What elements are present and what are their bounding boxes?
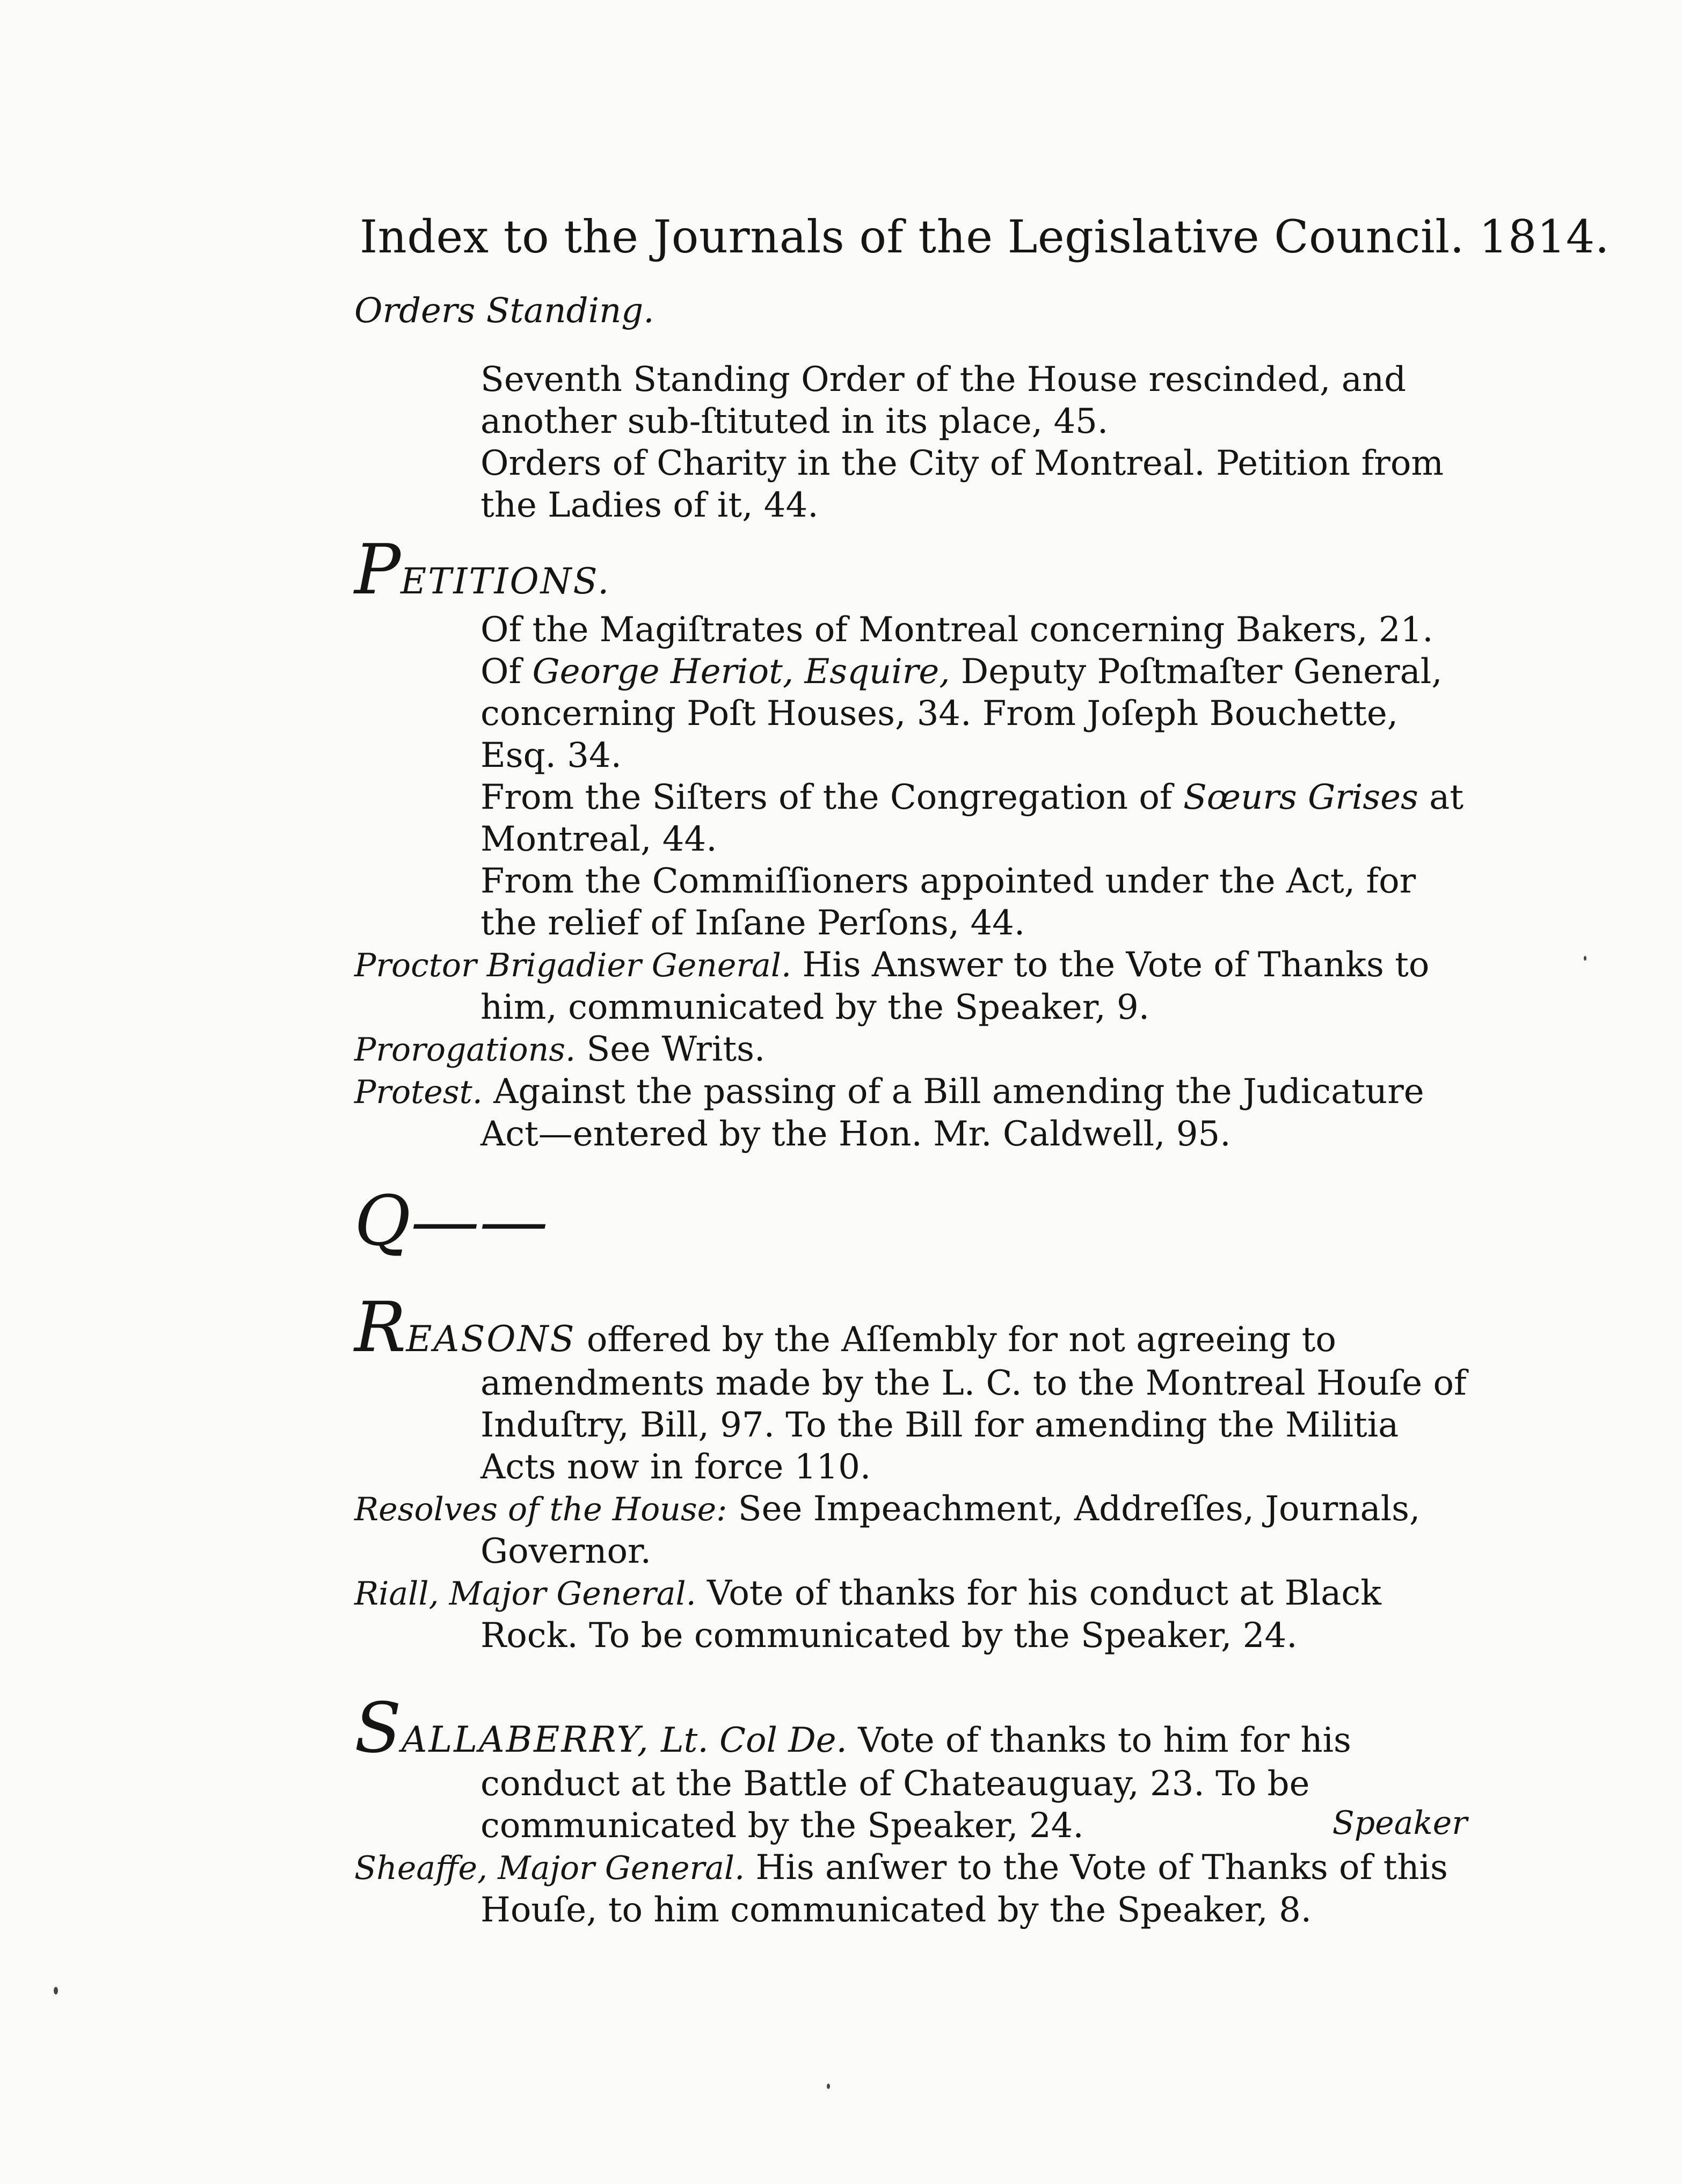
section-head-petitions-rest: ETITIONS. bbox=[401, 561, 611, 602]
entry-petition-sisters bbox=[354, 777, 1482, 860]
entry-text: offered by the Aſſembly for not agreeing to amendments made by the L. C. to the Montreal Houſe of Induſtry, Bill, 97. To the Bill for amending the Militia Acts now in force 110. bbox=[480, 1320, 1467, 1487]
paper-speck bbox=[1584, 956, 1586, 961]
entry-text: Vote of thanks to him for his conduct at the Battle of Chateauguay, 23. To be communicated by the Speaker, 24. bbox=[480, 1721, 1351, 1846]
drop-letter-s: S bbox=[354, 1688, 402, 1768]
entry-title: Lt. Col De. bbox=[650, 1721, 847, 1760]
entry-name: Sœurs Grises bbox=[1183, 778, 1418, 817]
entry-seventh-order: Seventh Standing Order of the House rescinded, and another sub-ſtituted in its place, 45. bbox=[480, 360, 1407, 441]
entry-resolves bbox=[354, 1488, 1482, 1572]
entry-petition-commissioners: From the Commiſſioners appointed under the Act, for the relief of Inſane Perſons, 44. bbox=[480, 861, 1416, 943]
entry-text: See Impeachment, Addreſſes, Journals, Governor. bbox=[480, 1489, 1421, 1571]
entry-name: George Heriot, Esquire, bbox=[532, 652, 950, 692]
section-head-petitions bbox=[354, 530, 1482, 610]
entry-sheaffe bbox=[354, 1847, 1482, 1931]
entry-text: See Writs. bbox=[576, 1029, 766, 1069]
entry-text: His Answer to the Vote of Thanks to him, communicated by the Speaker, 9. bbox=[480, 945, 1430, 1027]
entry-text: Of bbox=[480, 652, 533, 692]
drop-letter-r: R bbox=[354, 1288, 406, 1368]
entry-name: Resolves of the House: bbox=[354, 1491, 727, 1528]
section-head-orders-standing: Orders Standing. bbox=[354, 291, 654, 331]
entry-name: Prorogations. bbox=[354, 1031, 576, 1069]
entry-name: Proctor Brigadier General. bbox=[354, 947, 792, 984]
entry-reasons bbox=[354, 1288, 1482, 1488]
entry-text: Deputy Poſtmaſter General, concerning Poſt Houses, 34. From Joſeph Bouchette, Esq. 34. bbox=[480, 652, 1443, 775]
entry-name: Sheaffe, Major General. bbox=[354, 1849, 745, 1887]
index-body bbox=[354, 290, 1482, 1931]
entry-text: From the Siſters of the Congregation of bbox=[480, 778, 1183, 817]
entry-riall bbox=[354, 1572, 1482, 1657]
section-head-sallaberry-rest: ALLABERRY, bbox=[401, 1719, 650, 1760]
paper-speck bbox=[827, 2084, 830, 2089]
entry-petition-magistrates: Of the Magiſtrates of Montreal concerning Bakers, 21. bbox=[480, 610, 1433, 650]
entry-text: at Montreal, 44. bbox=[480, 778, 1464, 859]
section-head-reasons-rest: EASONS bbox=[406, 1318, 576, 1360]
entry-name: Riall, Major General. bbox=[354, 1575, 696, 1613]
page-title: Index to the Journals of the Legislative Council. 1814. bbox=[360, 211, 1610, 263]
catchword: Speaker bbox=[1332, 1804, 1467, 1842]
entry-name: Protest. bbox=[354, 1073, 483, 1111]
entry-sallaberry bbox=[354, 1688, 1482, 1847]
entry-proctor bbox=[354, 944, 1482, 1028]
entry-text: Against the passing of a Bill amending the Judicature Act—entered by the Hon. Mr. Caldwell, 95. bbox=[480, 1072, 1424, 1154]
section-head-q: Q—— bbox=[354, 1181, 548, 1261]
entry-petition-heriot bbox=[354, 651, 1482, 777]
entry-text: Vote of thanks for his conduct at Black Rock. To be communicated by the Speaker, 24. bbox=[480, 1573, 1381, 1656]
entry-prorogations bbox=[354, 1028, 1482, 1071]
entry-orders-charity: Orders of Charity in the City of Montreal. Petition from the Ladies of it, 44. bbox=[480, 444, 1444, 525]
entry-protest bbox=[354, 1071, 1482, 1155]
drop-letter-p: P bbox=[354, 530, 401, 610]
entry-text: His anſwer to the Vote of Thanks of this Houſe, to him communicated by the Speaker, 8. bbox=[480, 1848, 1448, 1930]
paper-speck bbox=[54, 1987, 58, 1994]
